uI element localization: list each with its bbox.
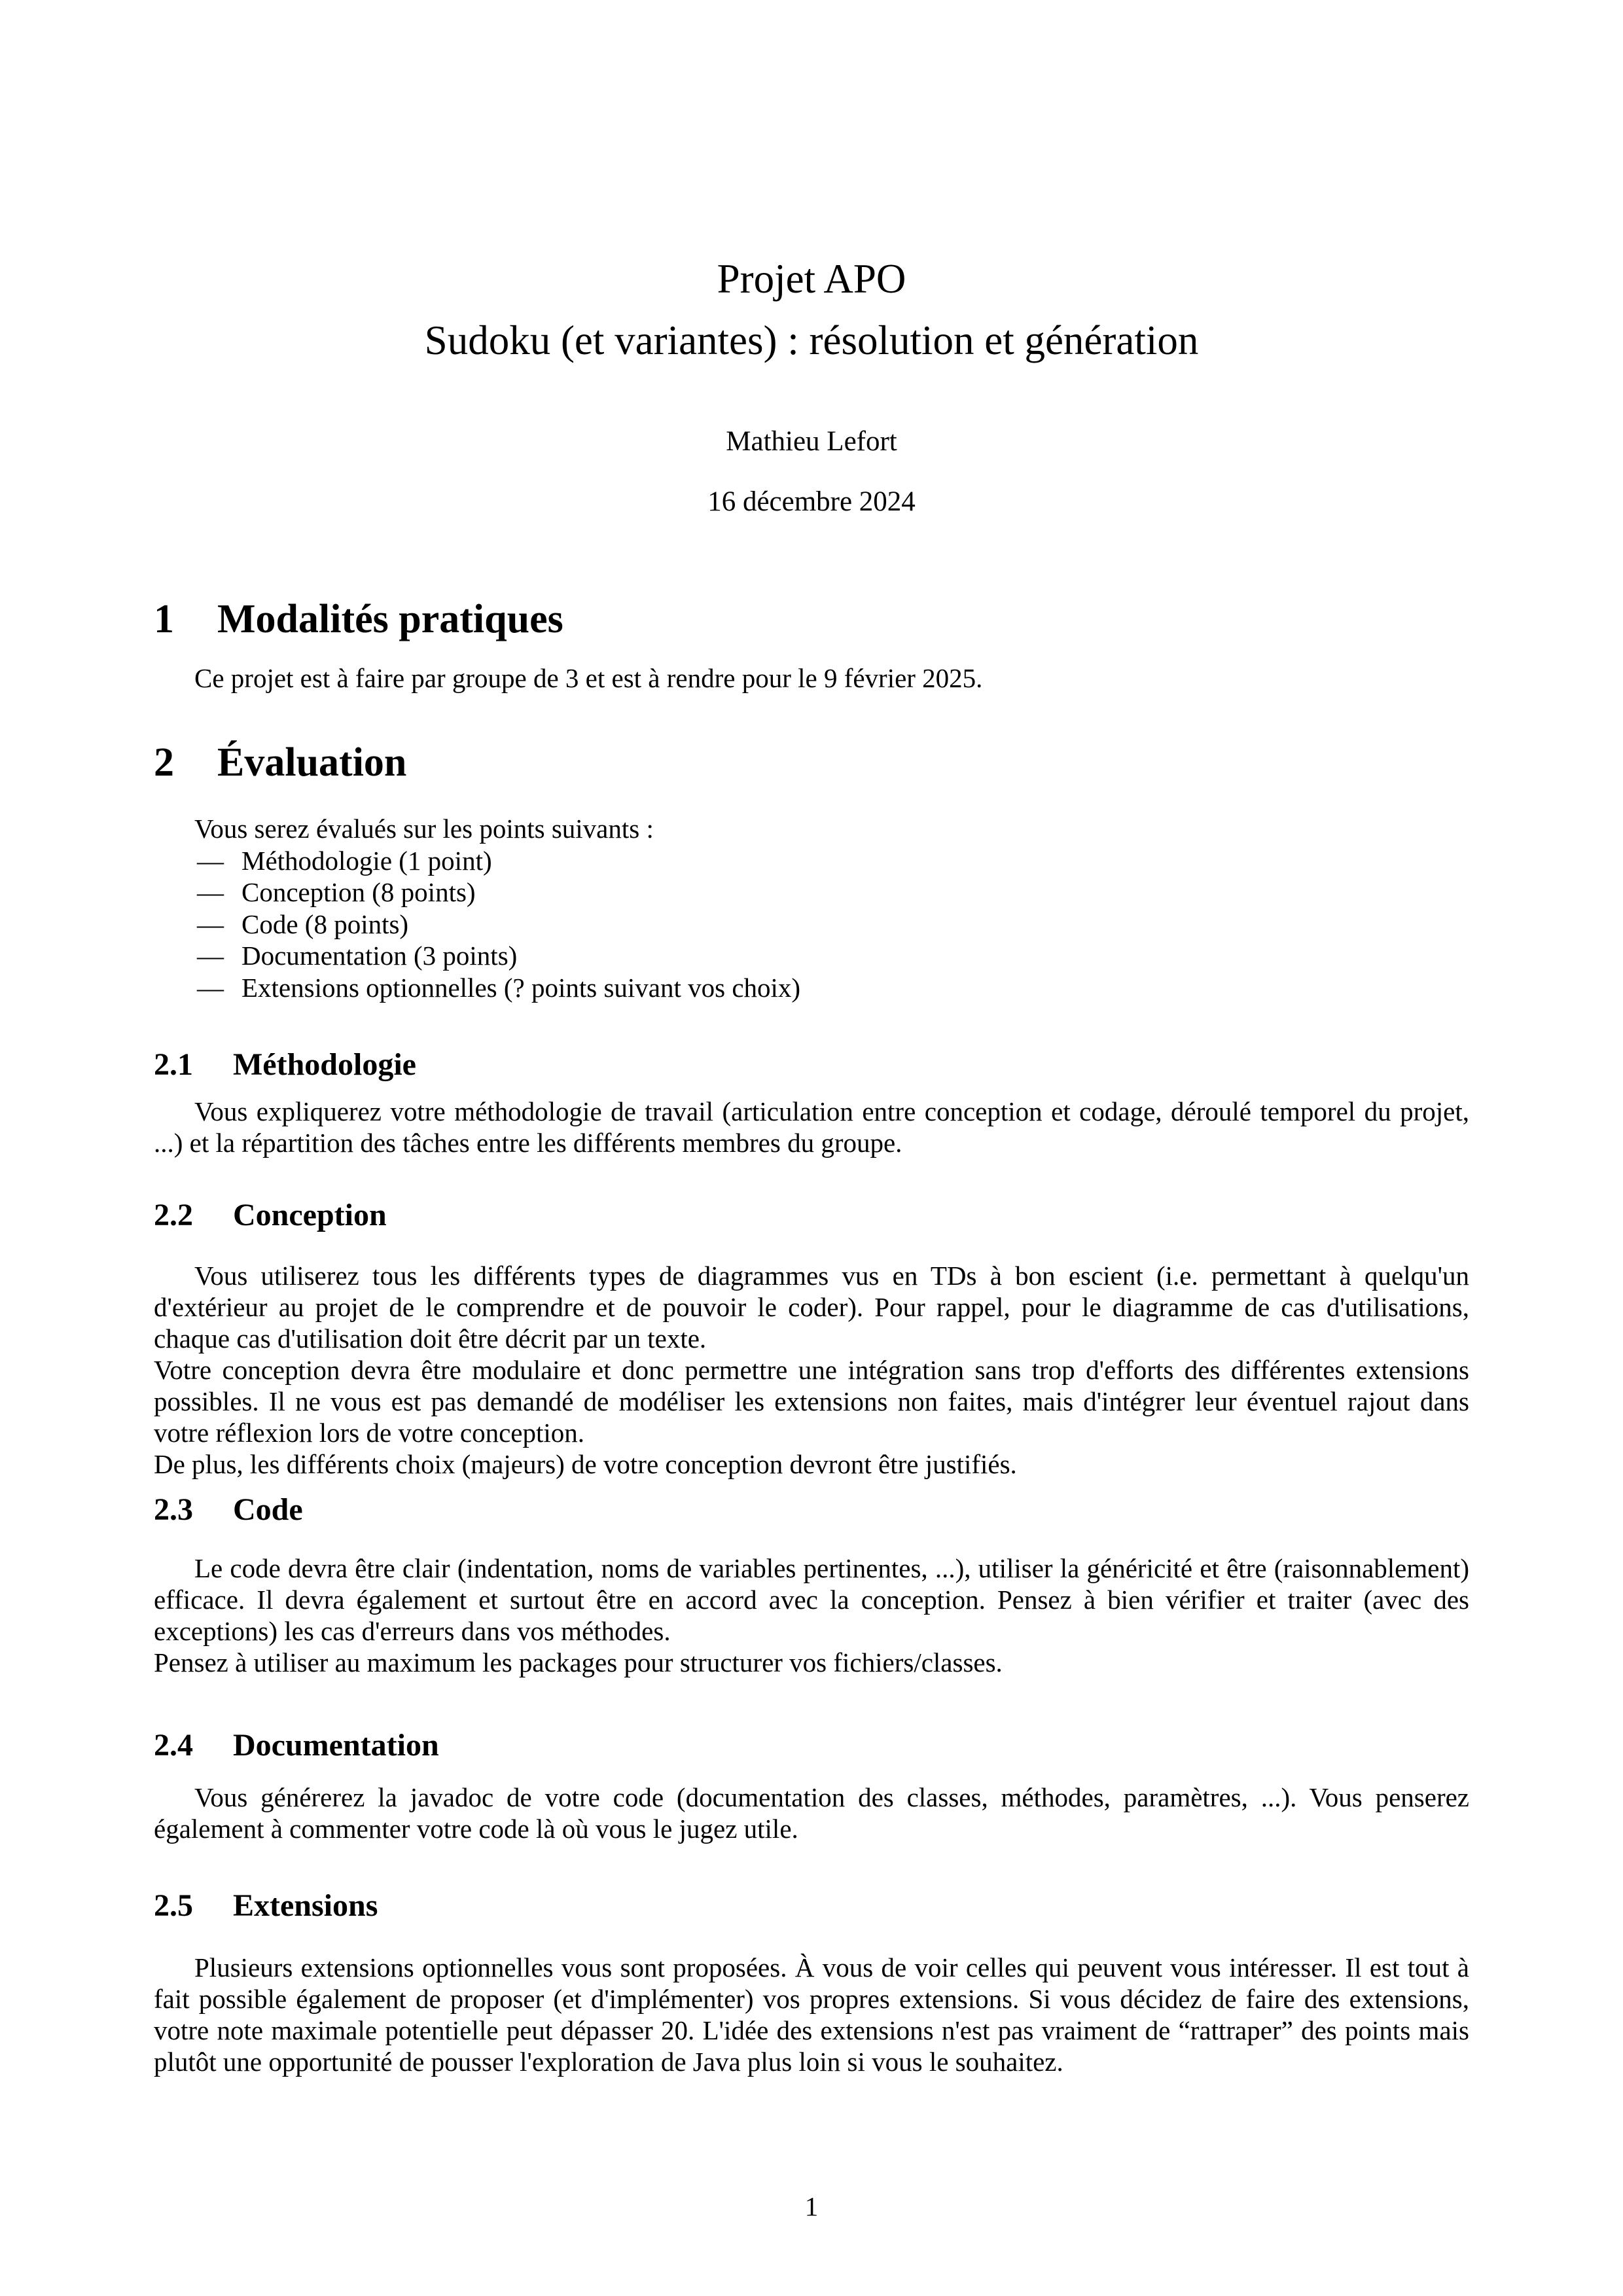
list-dash: — (197, 877, 224, 907)
paragraph: Vous générerez la javadoc de votre code (documentation des classes, méthodes, paramètres, ...). Vous penserez également à commenter votre code là où vous le jugez utile. (154, 1782, 1469, 1844)
evaluation-list (154, 813, 1469, 1003)
list-item (154, 940, 1469, 972)
subsection-2-1-title: Méthodologie (233, 1047, 416, 1082)
subsection-2-1-heading (154, 1049, 1469, 1081)
list-item-label: Conception (8 points) (241, 877, 476, 907)
section-2-number: 2 (154, 740, 174, 785)
subsection-2-2-body (154, 1260, 1469, 1480)
list-item-label: Documentation (3 points) (241, 941, 518, 971)
subsection-2-2-number: 2.2 (154, 1198, 193, 1232)
paragraph: De plus, les différents choix (majeurs) de votre conception devront être justifiés. (154, 1449, 1017, 1479)
section-1-heading (154, 598, 1469, 641)
list-item-label: Extensions optionnelles (? points suivant vos choix) (241, 972, 801, 1003)
paragraph: Le code devra être clair (indentation, noms de variables pertinentes, ...), utiliser la généricité et être (raisonnablement) efficace. Il devra également et surtout être en accord avec la conception. Pensez à bien vérifier et traiter (avec des exceptions) les cas d'erreurs dans vos méthodes. (154, 1553, 1469, 1646)
list-dash: — (197, 908, 224, 939)
subsection-2-2-title: Conception (233, 1198, 387, 1232)
subsection-2-4-body (154, 1782, 1469, 1844)
document-author: Mathieu Lefort (726, 426, 897, 457)
subsection-2-1-number: 2.1 (154, 1047, 193, 1082)
subsection-2-3-title: Code (233, 1492, 303, 1527)
evaluation-intro: Vous serez évalués sur les points suivants : (194, 814, 654, 844)
paragraph: Vous utiliserez tous les différents types de diagrammes vus en TDs à bon escient (i.e. permettant à quelqu'un d'extérieur au projet de le comprendre et de pouvoir le coder). Pour rappel, pour le diagramme de cas d'utilisations, chaque cas d'utilisation doit être décrit par un texte. (154, 1261, 1469, 1354)
section-1-body (154, 662, 1469, 694)
paragraph: Vous expliquerez votre méthodologie de travail (articulation entre conception et codage, déroulé temporel du projet, ...) et la répartition des tâches entre les différents membres du groupe. (154, 1096, 1469, 1158)
paragraph: Pensez à utiliser au maximum les packages pour structurer vos fichiers/classes. (154, 1647, 1003, 1677)
subsection-2-3-number: 2.3 (154, 1492, 193, 1527)
list-dash: — (197, 972, 224, 1003)
subsection-2-4-number: 2.4 (154, 1728, 193, 1763)
list-item (154, 845, 1469, 877)
subsection-2-4-title: Documentation (233, 1728, 439, 1763)
paragraph: Ce projet est à faire par groupe de 3 et est à rendre pour le 9 février 2025. (194, 663, 983, 693)
paragraph: Plusieurs extensions optionnelles vous sont proposées. À vous de voir celles qui peuvent vous intéresser. Il est tout à fait possible également de proposer (et d'implémenter) vos propres extensions. Si vous décidez de faire des extensions, votre note maximale potentielle peut dépasser 20. L'idée des extensions n'est pas vraiment de “rattraper” des points mais plutôt une opportunité de pousser l'exploration de Java plus loin si vous le souhaitez. (154, 1952, 1469, 2077)
subsection-2-3-heading (154, 1494, 1469, 1526)
list-item-label: Méthodologie (1 point) (241, 845, 492, 876)
section-2-title: Évaluation (217, 740, 407, 785)
document-title-line1: Projet APO (717, 256, 906, 302)
list-item (154, 972, 1469, 1004)
document-title-line2: Sudoku (et variantes) : résolution et génération (424, 317, 1199, 363)
subsection-2-5-number: 2.5 (154, 1888, 193, 1923)
section-1-title: Modalités pratiques (217, 597, 563, 641)
section-2-heading (154, 742, 1469, 784)
subsection-2-3-body (154, 1552, 1469, 1678)
subsection-2-5-body (154, 1952, 1469, 2077)
list-dash: — (197, 845, 224, 876)
section-1-number: 1 (154, 597, 174, 641)
paragraph: Votre conception devra être modulaire et donc permettre une intégration sans trop d'efforts des différentes extensions possibles. Il ne vous est pas demandé de modéliser les extensions non faites, mais d'intégrer leur éventuel rajout dans votre réflexion lors de votre conception. (154, 1355, 1469, 1448)
subsection-2-1-body (154, 1096, 1469, 1158)
list-dash: — (197, 941, 224, 971)
document-date: 16 décembre 2024 (707, 486, 916, 517)
list-item (154, 876, 1469, 908)
page-number: 1 (804, 2191, 819, 2221)
subsection-2-2-heading (154, 1199, 1469, 1232)
subsection-2-4-heading (154, 1729, 1469, 1762)
subsection-2-5-heading (154, 1890, 1469, 1922)
list-item-label: Code (8 points) (241, 908, 409, 939)
list-item (154, 908, 1469, 941)
subsection-2-5-title: Extensions (233, 1888, 378, 1923)
